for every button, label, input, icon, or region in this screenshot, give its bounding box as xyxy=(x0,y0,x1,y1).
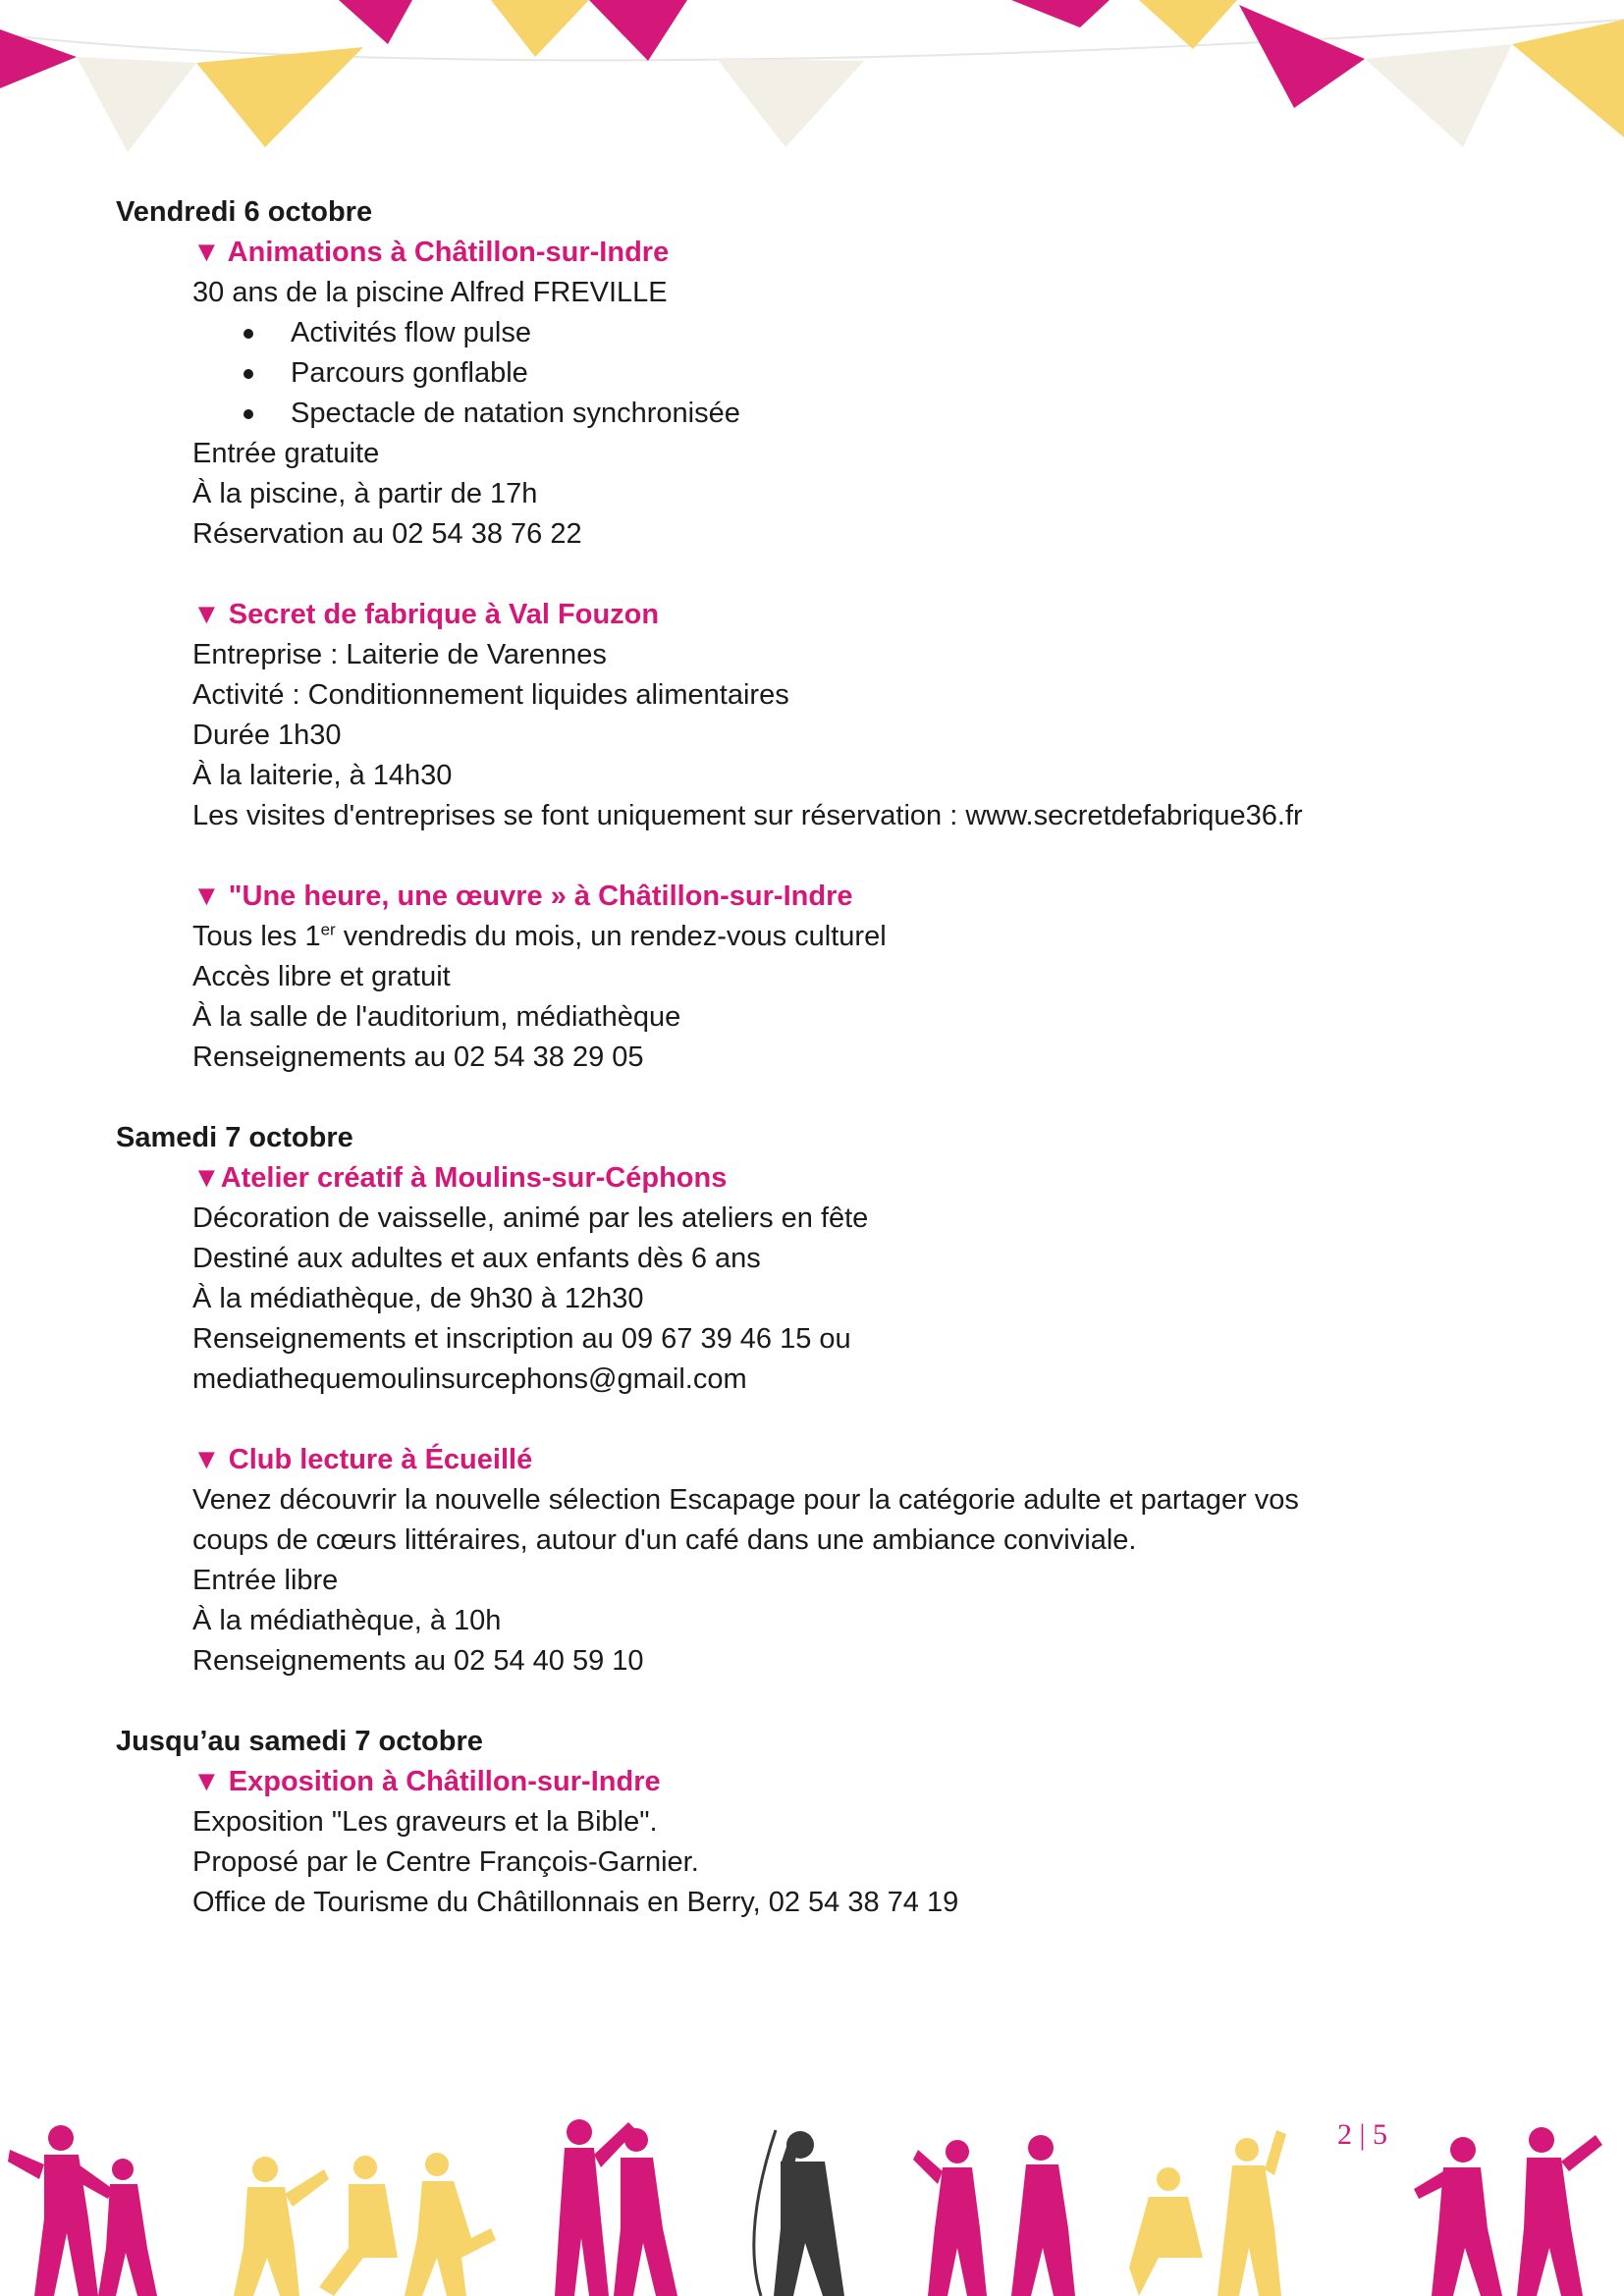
event-line: Renseignements au 02 54 40 59 10 xyxy=(192,1645,644,1677)
singer-silhouette xyxy=(754,2130,844,2296)
flag-cream-3 xyxy=(1365,44,1512,147)
event-block xyxy=(192,1158,1530,1682)
day-heading: Jusqu’au samedi 7 octobre xyxy=(116,1726,483,1757)
dancer-yellow-group-1 xyxy=(234,2153,496,2296)
event-line: coups de cœurs littéraires, autour d'un café dans une ambiance conviviale. xyxy=(192,1524,1137,1556)
flag-magenta-5 xyxy=(1239,5,1365,108)
event-line: Renseignements au 02 54 38 29 05 xyxy=(192,1041,644,1073)
event-block xyxy=(192,1762,1530,1923)
agenda-content xyxy=(116,192,1530,1923)
day-heading: Samedi 7 octobre xyxy=(116,1122,353,1153)
event-line: Exposition "Les graveurs et la Bible". xyxy=(192,1806,658,1838)
text-part: Tous les 1 xyxy=(192,921,321,952)
event-line: Proposé par le Centre François-Garnier. xyxy=(192,1846,699,1878)
event-title: ▼ Secret de fabrique à Val Fouzon xyxy=(192,599,660,630)
event-line xyxy=(192,917,1530,957)
dancer-magenta-group-2 xyxy=(555,2119,677,2296)
email-link[interactable]: mediathequemoulinsurcephons@gmail.com xyxy=(192,1363,747,1395)
event-title: ▼ Club lecture à Écueillé xyxy=(192,1444,533,1475)
dancer-magenta-group-1 xyxy=(8,2125,157,2296)
event-line: Décoration de vaisselle, animé par les ateliers en fête xyxy=(192,1202,869,1234)
event-line: 30 ans de la piscine Alfred FREVILLE xyxy=(192,277,668,308)
text-part: vendredis du mois, un rendez-vous culturel xyxy=(335,921,887,952)
event-line: Réservation au 02 54 38 76 22 xyxy=(192,518,582,550)
dancer-magenta-group-4 xyxy=(1414,2127,1602,2296)
dancer-magenta-group-3 xyxy=(913,2135,1075,2296)
event-line: Renseignements et inscription au 09 67 39 46 15 ou xyxy=(192,1323,851,1355)
event-line: Destiné aux adultes et aux enfants dès 6 ans xyxy=(192,1243,761,1274)
superscript: er xyxy=(320,920,336,939)
day-heading: Vendredi 6 octobre xyxy=(116,196,373,228)
flag-yellow-2 xyxy=(491,0,589,57)
event-block xyxy=(192,233,1530,1078)
flag-cream-1 xyxy=(77,57,196,152)
event-line: Durée 1h30 xyxy=(192,720,342,751)
event-line: Venez découvrir la nouvelle sélection Escapage pour la catégorie adulte et partager vos xyxy=(192,1484,1299,1516)
flag-magenta-4 xyxy=(1011,0,1110,27)
flag-yellow-3 xyxy=(1139,0,1237,49)
event-title: ▼ Animations à Châtillon-sur-Indre xyxy=(192,237,670,268)
flag-magenta-3 xyxy=(589,0,687,61)
event-line: À la laiterie, à 14h30 xyxy=(192,760,453,791)
event-line: À la salle de l'auditorium, médiathèque xyxy=(192,1001,681,1033)
event-line: Entrée gratuite xyxy=(192,438,380,469)
event-line: Activité : Conditionnement liquides alimentaires xyxy=(192,679,789,711)
bullet-item: Parcours gonflable xyxy=(244,353,1530,394)
event-line: Entreprise : Laiterie de Varennes xyxy=(192,639,607,670)
flag-yellow-1 xyxy=(196,47,363,147)
dancers-decoration xyxy=(0,2110,1624,2296)
event-line: À la piscine, à partir de 17h xyxy=(192,478,538,509)
flag-yellow-4 xyxy=(1512,20,1624,137)
bunting-decoration xyxy=(0,0,1624,167)
event-line: Les visites d'entreprises se font uniquement sur réservation : www.secretdefabrique36.fr xyxy=(192,800,1303,831)
bullet-list xyxy=(192,313,1530,434)
bullet-item: Spectacle de natation synchronisée xyxy=(244,394,1530,434)
event-line: À la médiathèque, à 10h xyxy=(192,1605,502,1636)
flag-magenta-2 xyxy=(339,0,412,44)
event-title: ▼ Exposition à Châtillon-sur-Indre xyxy=(192,1766,661,1797)
dancer-yellow-group-2 xyxy=(1129,2130,1286,2296)
event-line: Office de Tourisme du Châtillonnais en Berry, 02 54 38 74 19 xyxy=(192,1887,959,1918)
page-number: 2 | 5 xyxy=(1337,2118,1388,2151)
event-line: À la médiathèque, de 9h30 à 12h30 xyxy=(192,1283,644,1314)
event-title: ▼Atelier créatif à Moulins-sur-Céphons xyxy=(192,1162,728,1194)
bullet-item: Activités flow pulse xyxy=(244,313,1530,353)
event-line: Entrée libre xyxy=(192,1565,339,1596)
event-line: Accès libre et gratuit xyxy=(192,961,451,992)
flag-cream-2 xyxy=(717,59,864,147)
event-title: ▼ "Une heure, une œuvre » à Châtillon-sur-Indre xyxy=(192,881,853,912)
